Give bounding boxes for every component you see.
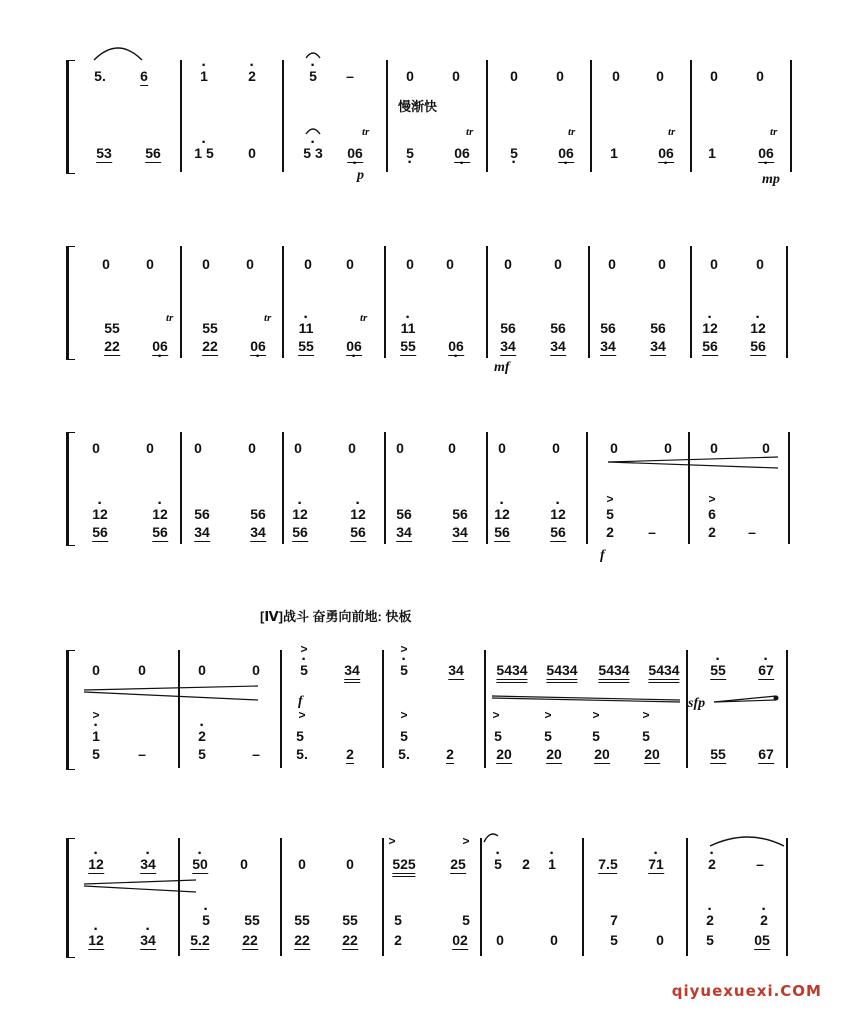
accent-mark: >	[642, 708, 650, 722]
note: 0	[202, 256, 210, 272]
note: · 50	[192, 856, 208, 874]
dynamic-f: f	[600, 548, 605, 563]
note: 0	[656, 932, 664, 948]
note: 0	[498, 440, 506, 456]
note: 5	[544, 728, 552, 744]
note: –	[756, 856, 764, 872]
note: 0	[452, 68, 460, 84]
note: 06 ·	[558, 145, 574, 163]
note: 34	[650, 338, 666, 354]
note: 55	[294, 912, 310, 928]
note: 67	[758, 746, 774, 762]
note: 5434	[648, 662, 679, 683]
note: 0	[304, 256, 312, 272]
note: 0	[554, 256, 562, 272]
note: 0	[552, 440, 560, 456]
note: 22	[242, 932, 258, 948]
tempo-mark: 慢渐快	[398, 99, 438, 114]
accent-mark: >	[92, 708, 100, 722]
dynamic-p: p	[357, 168, 364, 183]
note: 0	[406, 68, 414, 84]
note: 05	[754, 932, 770, 948]
note: · 11	[401, 320, 416, 336]
note: 2	[446, 746, 454, 762]
note: 22	[342, 932, 358, 948]
note: 56	[152, 524, 168, 540]
note: 5	[610, 932, 618, 948]
note: · 2	[706, 912, 714, 928]
note: 55	[400, 338, 416, 354]
note: 06 ·	[448, 338, 464, 356]
note: 02	[452, 932, 468, 948]
note: · 12	[92, 506, 108, 522]
note: 2	[606, 524, 614, 540]
note: 34	[344, 662, 360, 683]
note: 06 ·	[454, 145, 470, 163]
note: · 1	[200, 68, 208, 84]
note: 0	[346, 856, 354, 872]
accent-mark: >	[400, 708, 408, 722]
note: · 12	[350, 506, 366, 522]
note: 20	[496, 746, 512, 762]
note: 56	[702, 338, 718, 354]
note: 6	[140, 68, 148, 84]
note: 5	[606, 506, 614, 522]
note: 56	[145, 145, 161, 161]
trill-mark: tr	[362, 126, 370, 138]
note: 0	[610, 440, 618, 456]
note: 56	[550, 524, 566, 540]
note: –	[346, 68, 354, 84]
note: 34	[448, 662, 464, 678]
accent-mark: >	[298, 708, 306, 722]
note: · 71	[648, 856, 664, 874]
note: 5	[394, 912, 402, 928]
note: 56	[452, 506, 468, 522]
note: 2	[346, 746, 354, 762]
note: 34	[600, 338, 616, 354]
note: · 12	[702, 320, 718, 336]
note: 5	[706, 932, 714, 948]
note: · 5	[400, 662, 408, 678]
note: · 12	[88, 856, 104, 874]
note: 5434	[546, 662, 577, 683]
note: 0	[406, 256, 414, 272]
note: 06 ·	[758, 145, 774, 163]
note: 525	[392, 856, 415, 877]
note: · 2	[198, 728, 206, 744]
note: 2	[394, 932, 402, 948]
note: 0	[346, 256, 354, 272]
note: 56	[650, 320, 666, 336]
trill-mark: tr	[264, 312, 272, 324]
note: 0	[138, 662, 146, 678]
note: 5	[592, 728, 600, 744]
accent-mark: >	[462, 834, 470, 848]
note: 56	[292, 524, 308, 540]
accent-mark: >	[388, 834, 396, 848]
note: 56	[750, 338, 766, 354]
note: · 5 3	[303, 145, 322, 161]
accent-mark: >	[544, 708, 552, 722]
note: 56	[92, 524, 108, 540]
note: 5	[198, 746, 206, 762]
note: 06 ·	[152, 338, 168, 356]
note: 0	[656, 68, 664, 84]
note: 25	[450, 856, 466, 872]
note: 06 ·	[346, 338, 362, 356]
note: –	[252, 746, 260, 762]
note: · 12	[494, 506, 510, 522]
note: 5	[494, 728, 502, 744]
accent-mark: >	[492, 708, 500, 722]
accent-mark: >	[300, 642, 308, 656]
note: 56	[396, 506, 412, 522]
trill-mark: tr	[360, 312, 368, 324]
note: 34	[194, 524, 210, 540]
note: 0	[556, 68, 564, 84]
note: 5	[462, 912, 470, 928]
note: · 2	[760, 912, 768, 928]
note: 0	[448, 440, 456, 456]
note: 34	[250, 524, 266, 540]
note: 22	[294, 932, 310, 948]
note: 55	[298, 338, 314, 354]
note: 0	[294, 440, 302, 456]
note: 34	[550, 338, 566, 354]
note: 22	[104, 338, 120, 354]
note: 0	[198, 662, 206, 678]
note: 0	[248, 440, 256, 456]
note: 56	[500, 320, 516, 336]
note: 0	[348, 440, 356, 456]
note: 56	[550, 320, 566, 336]
note: 7	[610, 912, 618, 928]
note: 55	[202, 320, 218, 336]
note: 0	[298, 856, 306, 872]
note: 0	[550, 932, 558, 948]
note: 56	[494, 524, 510, 540]
note: 5	[92, 746, 100, 762]
note: 55	[104, 320, 120, 336]
note: 5434	[496, 662, 527, 683]
note: 5	[296, 728, 304, 744]
note: · 12	[88, 932, 104, 950]
note: 56	[250, 506, 266, 522]
note: 55	[342, 912, 358, 928]
note: 5434	[598, 662, 629, 683]
note: 55	[244, 912, 260, 928]
note: –	[138, 746, 146, 762]
note: · 11	[299, 320, 314, 336]
note: · 2	[708, 856, 716, 872]
note: · 5	[300, 662, 308, 678]
note: 5.	[296, 746, 308, 762]
note: 0	[446, 256, 454, 272]
note: 0	[396, 440, 404, 456]
note: 1	[610, 145, 618, 161]
note: 0	[92, 662, 100, 678]
watermark-logo: qiyuexuexi.COM	[671, 982, 822, 1000]
accent-mark: >	[592, 708, 600, 722]
note: · 34	[140, 856, 156, 874]
note: 0	[92, 440, 100, 456]
note: 20	[644, 746, 660, 762]
note: 2	[522, 856, 530, 872]
note: 34	[396, 524, 412, 540]
accent-mark: >	[708, 492, 716, 506]
accent-mark: >	[400, 642, 408, 656]
note: 06 ·	[347, 145, 363, 163]
note: 0	[710, 440, 718, 456]
trill-mark: tr	[568, 126, 576, 138]
trill-mark: tr	[466, 126, 474, 138]
note: 0	[756, 68, 764, 84]
note: 0	[248, 145, 256, 161]
note: 0	[608, 256, 616, 272]
note: 56	[350, 524, 366, 540]
note: 0	[664, 440, 672, 456]
note: 5	[642, 728, 650, 744]
note: 0	[246, 256, 254, 272]
note: · 2	[248, 68, 256, 84]
note: 56	[600, 320, 616, 336]
note: · 5	[309, 68, 317, 84]
note: · 5	[202, 912, 210, 928]
note: 34	[452, 524, 468, 540]
note: 5 ·	[406, 145, 414, 161]
note: 0	[496, 932, 504, 948]
note: 0	[102, 256, 110, 272]
note: · 12	[152, 506, 168, 522]
note: 0	[658, 256, 666, 272]
note: 34	[500, 338, 516, 354]
note: 0	[510, 68, 518, 84]
note: 53	[96, 145, 112, 161]
note: 0	[194, 440, 202, 456]
note: 5.2	[190, 932, 210, 948]
note: 20	[594, 746, 610, 762]
note: 5	[400, 728, 408, 744]
trill-mark: tr	[668, 126, 676, 138]
note: 0	[252, 662, 260, 678]
note: 0	[756, 256, 764, 272]
note: 06 ·	[658, 145, 674, 163]
note: 7.5	[598, 856, 618, 872]
note: 0	[762, 440, 770, 456]
note: · 34	[140, 932, 156, 950]
note: · 55	[710, 662, 726, 680]
note: 22	[202, 338, 218, 354]
accent-mark: >	[606, 492, 614, 506]
note: 5.	[398, 746, 410, 762]
trill-mark: tr	[166, 312, 174, 324]
note: · 1	[548, 856, 556, 872]
note: · 12	[292, 506, 308, 522]
dynamic-f: f	[298, 694, 303, 709]
note: 1	[708, 145, 716, 161]
note: 2	[708, 524, 716, 540]
note: · 5	[494, 856, 502, 872]
note: 0	[504, 256, 512, 272]
dynamic-mp: mp	[762, 172, 780, 187]
note: 56	[194, 506, 210, 522]
note: · 67	[758, 662, 774, 680]
note: · 12	[750, 320, 766, 336]
trill-mark: tr	[770, 126, 778, 138]
note: 55	[710, 746, 726, 762]
section-title: [Ⅳ]战斗 奋勇向前地: 快板	[260, 609, 412, 624]
note: –	[748, 524, 756, 540]
note: 6	[708, 506, 716, 522]
note: 20	[546, 746, 562, 762]
note: 0	[146, 256, 154, 272]
note: 5 ·	[510, 145, 518, 161]
note: –	[648, 524, 656, 540]
note: 5.	[94, 68, 106, 84]
note: · 1 5	[194, 145, 213, 161]
note: 0	[240, 856, 248, 872]
note: 0	[710, 256, 718, 272]
dynamic-sfp: sfp	[688, 696, 706, 711]
note: 0	[612, 68, 620, 84]
note: 0	[146, 440, 154, 456]
note: · 1	[92, 728, 100, 744]
note: 0	[710, 68, 718, 84]
dynamic-mf: mf	[494, 360, 510, 375]
note: · 12	[550, 506, 566, 522]
note: 06 ·	[250, 338, 266, 356]
